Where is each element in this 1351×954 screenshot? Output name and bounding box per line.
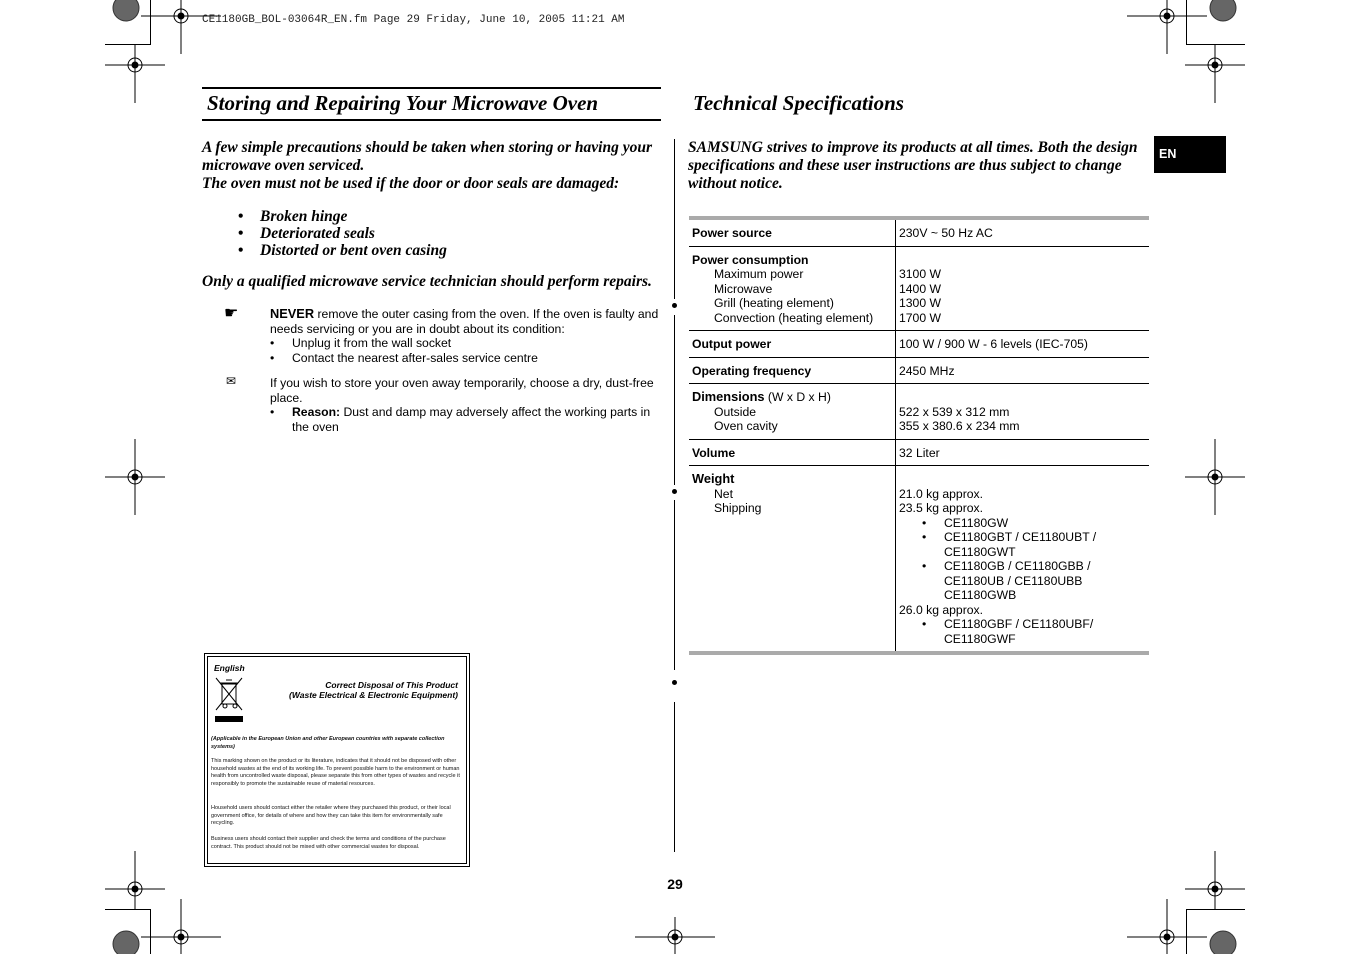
divider-dot — [672, 680, 677, 685]
table-row — [689, 357, 1149, 384]
page-number: 29 — [667, 876, 683, 892]
table-row — [689, 218, 1149, 246]
list-item: • Broken hinge — [238, 208, 447, 225]
spec-value: 32 Liter — [896, 439, 1150, 466]
intro-door-warning: The oven must not be used if the door or door seals are damaged: — [202, 175, 620, 192]
weee-paragraph-2: Household users should contact either the retailer where they purchased this product, or their local government office, for details of where and how they can take this item for environmentally safe recycling. — [211, 805, 451, 826]
spec-value: 3100 W — [899, 267, 942, 281]
never-label: NEVER — [270, 306, 315, 321]
weee-language: English — [214, 663, 245, 673]
envelope-icon: ✉ — [226, 374, 237, 388]
reason-text: Dust and damp may adversely affect the working parts in the oven — [292, 405, 651, 434]
storing-intro — [202, 139, 662, 193]
list-item: • CE1180GB / CE1180GBB / CE1180UB / CE1180UBB CE1180GWB — [944, 559, 1146, 603]
spec-value: 21.0 kg approx. — [899, 486, 984, 501]
language-tab-label: EN — [1159, 147, 1177, 161]
spec-value: 230V ~ 50 Hz AC — [896, 218, 1150, 246]
spec-sublabel: Microwave — [714, 281, 773, 296]
divider-dot — [672, 489, 677, 494]
spec-value: 522 x 539 x 312 mm — [899, 404, 1010, 419]
table-row — [689, 246, 1149, 331]
title-bottom-rule — [202, 119, 661, 121]
column-divider — [674, 315, 675, 485]
spec-table — [689, 216, 1149, 655]
model-list — [899, 516, 1146, 603]
spec-value: 23.5 kg approx. — [899, 501, 984, 515]
storage-note — [270, 376, 660, 434]
list-item: • Contact the nearest after-sales service centre — [270, 351, 660, 366]
model-list — [899, 617, 1146, 646]
spec-intro: SAMSUNG strives to improve its products at all times. Both the design specifications and these user instructions are thus subject to change without notice. — [688, 139, 1138, 192]
list-item: • Unplug it from the wall socket — [270, 336, 660, 351]
column-divider — [674, 500, 675, 670]
list-item: • CE1180GW — [944, 516, 1146, 531]
list-item: • Distorted or bent oven casing — [238, 242, 447, 259]
file-header: CE1180GB_BOL-03064R_EN.fm Page 29 Friday, June 10, 2005 11:21 AM — [202, 14, 625, 26]
title-top-rule — [202, 87, 661, 89]
spec-value: 1300 W — [899, 296, 942, 310]
spec-sublabel: Convection (heating element) — [714, 310, 874, 325]
table-row — [689, 466, 1149, 654]
spec-label: Weight — [692, 471, 735, 486]
weee-title-line2: (Waste Electrical & Electronic Equipment) — [289, 690, 458, 700]
spec-value: 2450 MHz — [896, 357, 1150, 384]
table-row — [689, 439, 1149, 466]
list-item: • Deteriorated seals — [238, 225, 447, 242]
weee-applicable: (Applicable in the European Union and other European countries with separate collection systems) — [211, 736, 445, 750]
weee-title-line1: Correct Disposal of This Product — [325, 680, 458, 690]
qualified-technician-note: Only a qualified microwave service technician should perform repairs. — [202, 273, 652, 290]
spec-value: 100 W / 900 W - 6 levels (IEC-705) — [896, 331, 1150, 358]
crossed-bin-icon — [213, 676, 245, 724]
never-text: remove the outer casing from the oven. If the oven is faulty and needs servicing or you are in doubt about its condition: — [270, 307, 659, 336]
spec-value: 1400 W — [899, 281, 942, 296]
spec-sublabel: Net — [714, 486, 733, 501]
spec-value: 355 x 380.6 x 234 mm — [899, 419, 1020, 433]
spec-value: 1700 W — [899, 310, 942, 325]
spec-sublabel: Grill (heating element) — [714, 296, 834, 310]
weee-paragraph-3: Business users should contact their supplier and check the terms and conditions of the purchase contract. This product should not be mixed with other commercial wastes for disposal. — [211, 836, 446, 850]
right-page-title: Technical Specifications — [693, 91, 904, 115]
language-tab — [1154, 136, 1226, 173]
spec-label-suffix: (W x D x H) — [764, 390, 831, 404]
spec-label: Power consumption — [692, 252, 809, 267]
damage-list — [238, 208, 447, 259]
spec-sublabel: Shipping — [714, 501, 762, 515]
spec-label: Power source — [692, 226, 772, 240]
pointing-hand-icon: ☛ — [224, 305, 239, 322]
storage-text: If you wish to store your oven away temporarily, choose a dry, dust-free place. — [270, 376, 654, 405]
list-item: • CE1180GBF / CE1180UBF/ CE1180GWF — [944, 617, 1146, 646]
never-note — [270, 307, 660, 365]
column-divider — [674, 702, 675, 852]
table-row — [689, 331, 1149, 358]
weee-disposal-box — [204, 653, 470, 867]
spec-sublabel: Oven cavity — [714, 419, 778, 433]
reason-label: Reason: — [292, 405, 341, 419]
spec-label: Output power — [692, 337, 772, 351]
list-item — [270, 405, 660, 434]
spec-value: 26.0 kg approx. — [899, 602, 984, 617]
intro-precautions: A few simple precautions should be taken when storing or having your microwave oven serviced. — [202, 139, 653, 174]
weee-title — [289, 680, 458, 700]
spec-label: Dimensions — [692, 389, 765, 404]
spec-sublabel: Maximum power — [714, 267, 804, 281]
spec-label: Volume — [692, 445, 736, 460]
left-page-title: Storing and Repairing Your Microwave Oven — [207, 91, 599, 115]
spec-label: Operating frequency — [692, 363, 812, 378]
table-row — [689, 384, 1149, 440]
spec-sublabel: Outside — [714, 404, 757, 419]
weee-paragraph-1: This marking shown on the product or its literature, indicates that it should not be disposed with other household wastes at the end of its working life. To prevent possible harm to the environment or human health from uncontrolled waste disposal, please separate this from other types of wastes and recycle it responsibly to promote the sustainable reuse of material resources. — [211, 758, 460, 787]
divider-dot — [672, 303, 677, 308]
list-item: • CE1180GBT / CE1180UBT / CE1180GWT — [944, 530, 1146, 559]
column-divider — [674, 139, 675, 299]
